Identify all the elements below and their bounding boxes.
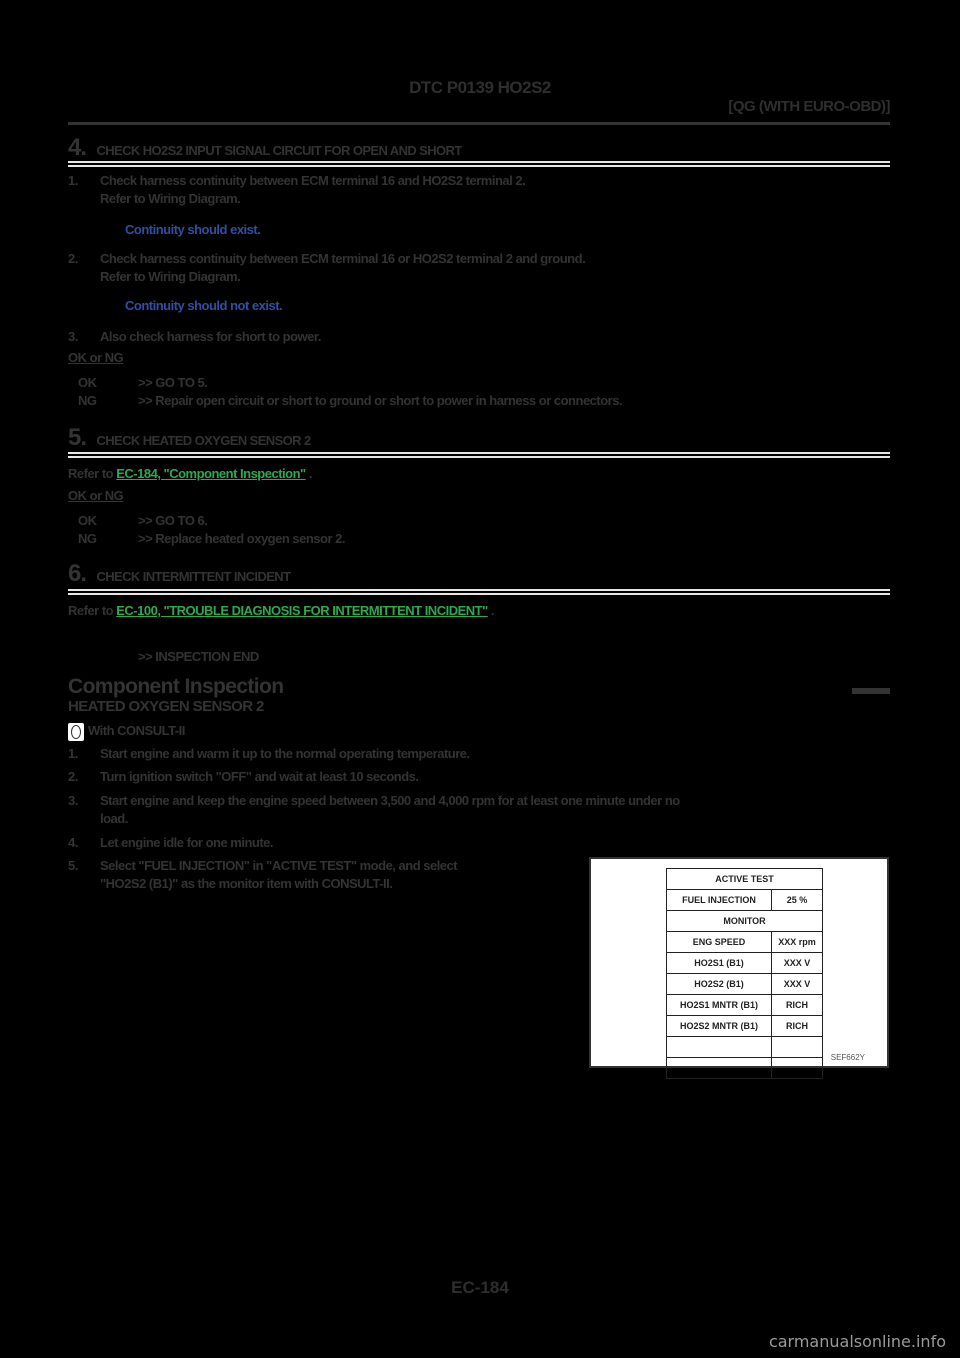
step-title: CHECK HO2S2 INPUT SIGNAL CIRCUIT FOR OPEN AND SHORT [96, 143, 462, 158]
step-5-refer [68, 465, 312, 483]
fuel-injection-label: FUEL INJECTION [667, 890, 772, 911]
component-inspection-title: Component Inspection [68, 675, 284, 698]
section-code-marker [852, 688, 890, 694]
item-text: Also check harness for short to power. [100, 329, 321, 344]
monitor-label: HO2S2 (B1) [667, 974, 772, 995]
step-4-results [68, 374, 898, 410]
monitor-value: XXX V [772, 974, 823, 995]
step-4-item-2 [68, 250, 898, 286]
refer-prefix: Refer to [68, 466, 117, 481]
item-text-line2: Refer to Wiring Diagram. [100, 191, 241, 206]
step-number: 5. [68, 424, 87, 451]
result-key: OK [78, 513, 97, 528]
result-row-ng [68, 392, 898, 410]
item-text: Let engine idle for one minute. [100, 835, 274, 850]
step-4-item-1 [68, 172, 898, 208]
ci-step-4 [68, 834, 898, 852]
consult-label: With CONSULT-II [88, 723, 185, 738]
result-key: NG [78, 531, 97, 546]
continuity-note: Continuity should exist. [125, 222, 261, 237]
figure-code: SEF662Y [830, 1053, 865, 1062]
inspection-end: >> INSPECTION END [138, 649, 259, 664]
monitor-header: MONITOR [667, 911, 823, 932]
item-number: 3. [68, 793, 78, 808]
item-text: Start engine and warm it up to the normal operating temperature. [100, 746, 470, 761]
page-header-subtitle: [QG (WITH EURO-OBD)] [728, 98, 890, 115]
result-value: >> GO TO 6. [138, 513, 208, 528]
empty-cell [772, 1037, 823, 1058]
step-6-heading [68, 560, 890, 588]
ci-step-3 [68, 792, 898, 828]
step-5-results [68, 512, 898, 548]
monitor-label: HO2S2 MNTR (B1) [667, 1016, 772, 1037]
monitor-value: RICH [772, 1016, 823, 1037]
active-test-header: ACTIVE TEST [667, 869, 823, 890]
step-4-heading [68, 134, 890, 162]
ci-step-2 [68, 768, 898, 786]
refer-suffix: . [487, 603, 494, 618]
monitor-value: RICH [772, 995, 823, 1016]
item-text: Check harness continuity between ECM terminal 16 and HO2S2 terminal 2. [100, 173, 526, 188]
item-text: Select "FUEL INJECTION" in "ACTIVE TEST" mode, and select [100, 858, 458, 873]
monitor-label: HO2S1 (B1) [667, 953, 772, 974]
item-text: Check harness continuity between ECM terminal 16 or HO2S2 terminal 2 and ground. [100, 251, 586, 266]
monitor-label: HO2S1 MNTR (B1) [667, 995, 772, 1016]
result-value: >> Repair open circuit or short to ground or short to power in harness or connectors. [138, 393, 623, 408]
monitor-value: XXX V [772, 953, 823, 974]
refer-suffix: . [305, 466, 312, 481]
ok-or-ng-label: OK or NG [68, 350, 124, 365]
consult-icon [68, 723, 84, 741]
intermittent-incident-link[interactable]: EC-100, "TROUBLE DIAGNOSIS FOR INTERMITTENT INCIDENT" [116, 603, 488, 618]
active-test-table [666, 868, 823, 1079]
component-inspection-subtitle: HEATED OXYGEN SENSOR 2 [68, 698, 264, 715]
item-text-line2: load. [100, 811, 128, 826]
result-key: NG [78, 393, 97, 408]
item-text: Turn ignition switch "OFF" and wait at least 10 seconds. [100, 769, 419, 784]
ci-step-5 [68, 857, 588, 893]
step-title: CHECK HEATED OXYGEN SENSOR 2 [96, 433, 311, 448]
continuity-note: Continuity should not exist. [125, 298, 283, 313]
component-inspection-link[interactable]: EC-184, "Component Inspection" [116, 466, 306, 481]
result-row-ok [68, 374, 898, 392]
result-value: >> GO TO 5. [138, 375, 208, 390]
result-key: OK [78, 375, 97, 390]
step-6-refer [68, 602, 494, 620]
ci-step-1 [68, 745, 898, 763]
empty-cell [667, 1037, 772, 1058]
step-number: 4. [68, 134, 87, 161]
item-number: 1. [68, 746, 78, 761]
result-row-ng [68, 530, 898, 548]
refer-prefix: Refer to [68, 603, 117, 618]
page-number: EC-184 [451, 1278, 509, 1297]
result-row-ok [68, 512, 898, 530]
consult-mode-label [68, 722, 185, 741]
item-number: 3. [68, 329, 78, 344]
monitor-value: XXX rpm [772, 932, 823, 953]
item-number: 1. [68, 173, 78, 188]
fuel-injection-value: 25 % [772, 890, 823, 911]
step-number: 6. [68, 560, 87, 587]
result-value: >> Replace heated oxygen sensor 2. [138, 531, 345, 546]
step-5-heading [68, 424, 890, 452]
step-title: CHECK INTERMITTENT INCIDENT [96, 569, 291, 584]
empty-cell [667, 1058, 772, 1079]
header-divider [68, 122, 890, 125]
step-4-item-3 [68, 328, 898, 346]
item-number: 4. [68, 835, 78, 850]
page-header-title: DTC P0139 HO2S2 [409, 78, 551, 97]
step-divider [68, 589, 890, 595]
item-number: 5. [68, 858, 78, 873]
watermark-link[interactable]: carmanualsonline.info [768, 1332, 946, 1351]
item-text-line2: Refer to Wiring Diagram. [100, 269, 241, 284]
ok-or-ng-label: OK or NG [68, 488, 124, 503]
item-number: 2. [68, 251, 78, 266]
item-text-line2: "HO2S2 (B1)" as the monitor item with CONSULT-II. [100, 876, 393, 891]
item-text: Start engine and keep the engine speed between 3,500 and 4,000 rpm for at least one minute under no [100, 793, 680, 808]
empty-cell [772, 1058, 823, 1079]
step-divider [68, 161, 890, 167]
monitor-label: ENG SPEED [667, 932, 772, 953]
step-divider [68, 452, 890, 458]
item-number: 2. [68, 769, 78, 784]
consult-active-test-figure [589, 857, 889, 1068]
